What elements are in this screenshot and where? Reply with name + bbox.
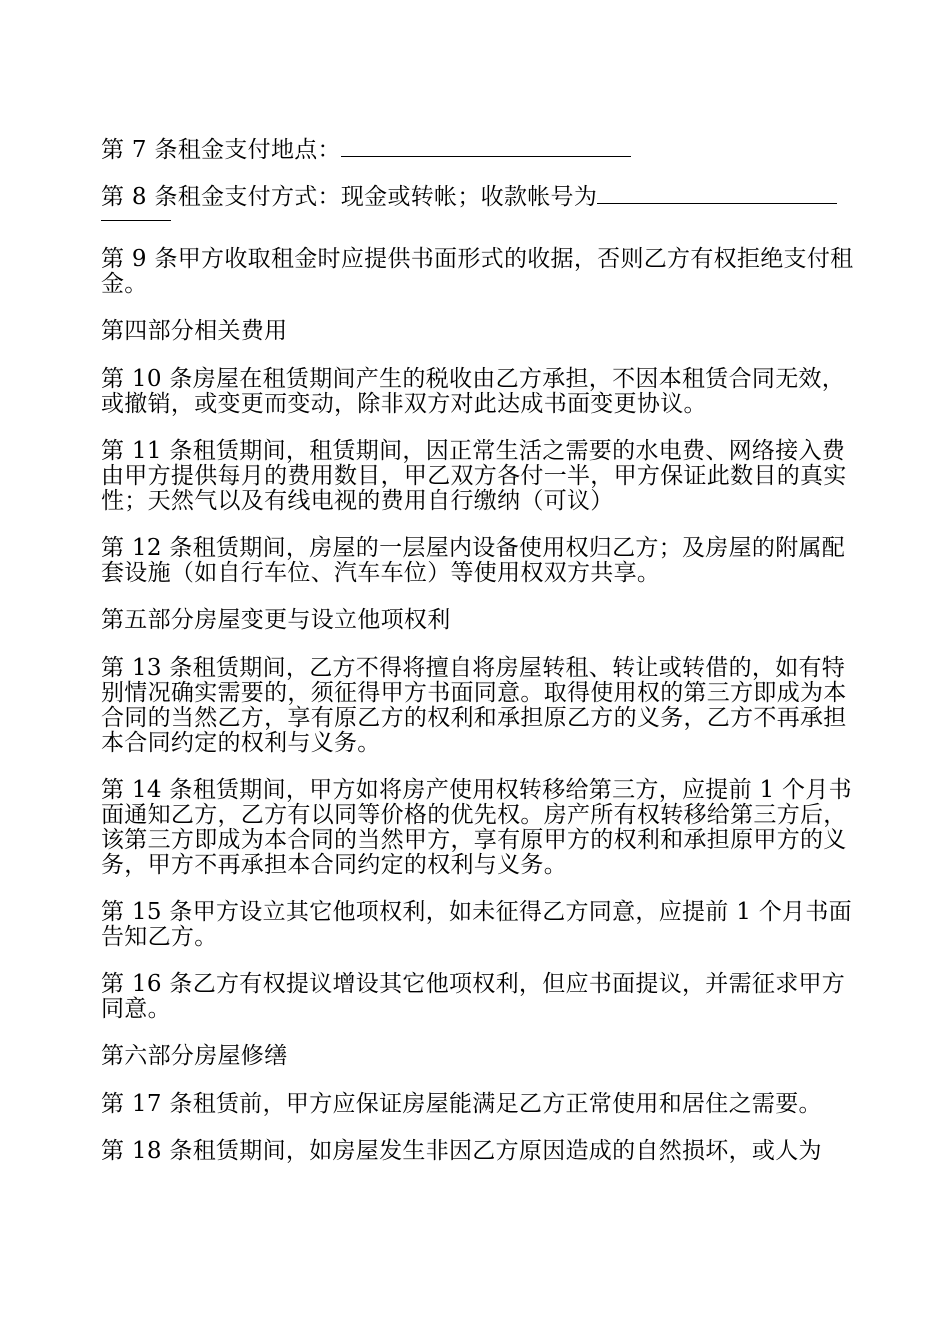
article-10: 第 10 条房屋在租赁期间产生的税收由乙方承担，不因本租赁合同无效，或撤销，或变更而变动，除非双方对此达成书面变更协议。 bbox=[101, 366, 846, 417]
article-13: 第 13 条租赁期间，乙方不得将擅自将房屋转租、转让或转借的，如有特别情况确实需要的，须征得甲方书面同意。取得使用权的第三方即成为本合同的当然乙方，享有原乙方的权利和承担原乙方的义务，乙方不再承担本合同约定的权利与义务。 bbox=[101, 655, 847, 756]
payment-location-blank bbox=[341, 138, 631, 157]
article-12: 第 12 条租赁期间，房屋的一层屋内设备使用权归乙方；及房屋的附属配套设施（如自行车位、汽车车位）等使用权双方共享。 bbox=[101, 535, 846, 586]
document-page bbox=[101, 138, 861, 1186]
article-7 bbox=[101, 138, 861, 163]
article-15: 第 15 条甲方设立其它他项权利，如未征得乙方同意，应提前 1 个月书面告知乙方。 bbox=[101, 899, 852, 950]
article-8 bbox=[101, 185, 861, 221]
section-heading-part5: 第五部分房屋变更与设立他项权利 bbox=[101, 607, 451, 633]
article-8-text: 第 8 条租金支付方式：现金或转帐；收款帐号为 bbox=[101, 184, 598, 210]
article-16: 第 16 条乙方有权提议增设其它他项权利，但应书面提议，并需征求甲方同意。 bbox=[101, 971, 846, 1022]
account-number-blank-continued bbox=[101, 214, 171, 221]
account-number-blank bbox=[597, 185, 837, 204]
article-7-text: 第 7 条租金支付地点： bbox=[101, 137, 341, 163]
article-18: 第 18 条租赁期间，如房屋发生非因乙方原因造成的自然损坏，或人为 bbox=[101, 1138, 822, 1164]
section-heading-part6: 第六部分房屋修缮 bbox=[101, 1043, 288, 1069]
article-14: 第 14 条租赁期间，甲方如将房产使用权转移给第三方，应提前 1 个月书面通知乙方，乙方有以同等价格的优先权。房产所有权转移给第三方后，该第三方即成为本合同的当然甲方，享有原甲方的权利和承担原甲方的义务，甲方不再承担本合同约定的权利与义务。 bbox=[101, 777, 852, 878]
article-17: 第 17 条租赁前，甲方应保证房屋能满足乙方正常使用和居住之需要。 bbox=[101, 1091, 822, 1117]
article-11: 第 11 条租赁期间，租赁期间，因正常生活之需要的水电费、网络接入费由甲方提供每月的费用数目，甲乙双方各付一半，甲方保证此数目的真实性；天然气以及有线电视的费用自行缴纳（可议） bbox=[101, 438, 847, 514]
article-9: 第 9 条甲方收取租金时应提供书面形式的收据，否则乙方有权拒绝支付租金。 bbox=[101, 246, 854, 297]
section-heading-part4: 第四部分相关费用 bbox=[101, 318, 288, 344]
